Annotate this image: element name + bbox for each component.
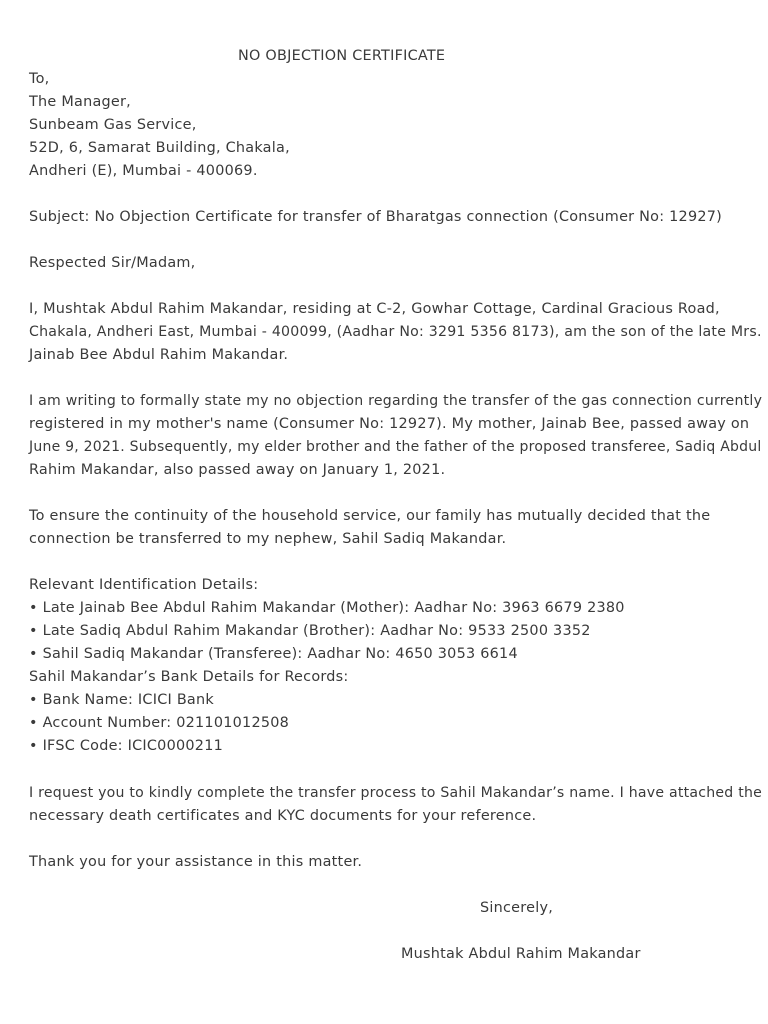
list-item: • Sahil Sadiq Makandar (Transferee): Aadhar No: 4650 3053 6614 bbox=[29, 646, 518, 662]
paragraph-line: I request you to kindly complete the transfer process to Sahil Makandar’s name. I have attached the bbox=[29, 785, 763, 801]
address-line: The Manager, bbox=[29, 94, 131, 110]
bank-details-heading: Sahil Makandar’s Bank Details for Records: bbox=[29, 669, 349, 685]
list-item: • Late Jainab Bee Abdul Rahim Makandar (Mother): Aadhar No: 3963 6679 2380 bbox=[29, 600, 625, 616]
paragraph-line: Jainab Bee Abdul Rahim Makandar. bbox=[29, 347, 289, 363]
paragraph-line: connection be transferred to my nephew, Sahil Sadiq Makandar. bbox=[29, 531, 507, 547]
paragraph-line: To ensure the continuity of the household service, our family has mutually decided that the bbox=[29, 508, 711, 524]
address-line: Andheri (E), Mumbai - 400069. bbox=[29, 163, 258, 179]
address-line: Sunbeam Gas Service, bbox=[29, 117, 197, 133]
paragraph-line: I am writing to formally state my no objection regarding the transfer of the gas connection currently bbox=[29, 393, 763, 409]
id-details-heading: Relevant Identification Details: bbox=[29, 577, 259, 593]
paragraph-line: I, Mushtak Abdul Rahim Makandar, residing at C-2, Gowhar Cottage, Cardinal Gracious Road, bbox=[29, 301, 720, 317]
paragraph-line: necessary death certificates and KYC documents for your reference. bbox=[29, 808, 537, 824]
list-item: • IFSC Code: ICIC0000211 bbox=[29, 738, 224, 754]
thanks-line: Thank you for your assistance in this matter. bbox=[29, 854, 363, 870]
list-item: • Late Sadiq Abdul Rahim Makandar (Brother): Aadhar No: 9533 2500 3352 bbox=[29, 623, 591, 639]
subject-line: Subject: No Objection Certificate for transfer of Bharatgas connection (Consumer No: 12927) bbox=[29, 209, 723, 225]
signature-name: Mushtak Abdul Rahim Makandar bbox=[401, 946, 641, 962]
salutation: Respected Sir/Madam, bbox=[29, 255, 196, 271]
paragraph-line: Chakala, Andheri East, Mumbai - 400099, (Aadhar No: 3291 5356 8173), am the son of the late Mrs. bbox=[29, 324, 762, 340]
address-line: 52D, 6, Samarat Building, Chakala, bbox=[29, 140, 290, 156]
document-title: NO OBJECTION CERTIFICATE bbox=[238, 48, 446, 64]
closing: Sincerely, bbox=[480, 900, 554, 916]
paragraph-line: registered in my mother's name (Consumer No: 12927). My mother, Jainab Bee, passed away on bbox=[29, 416, 750, 432]
paragraph-line: Rahim Makandar, also passed away on January 1, 2021. bbox=[29, 462, 446, 478]
list-item: • Account Number: 021101012508 bbox=[29, 715, 290, 731]
list-item: • Bank Name: ICICI Bank bbox=[29, 692, 214, 708]
paragraph-line: June 9, 2021. Subsequently, my elder brother and the father of the proposed transferee, Sadiq Abdul bbox=[29, 439, 762, 455]
address-to: To, bbox=[29, 71, 50, 87]
